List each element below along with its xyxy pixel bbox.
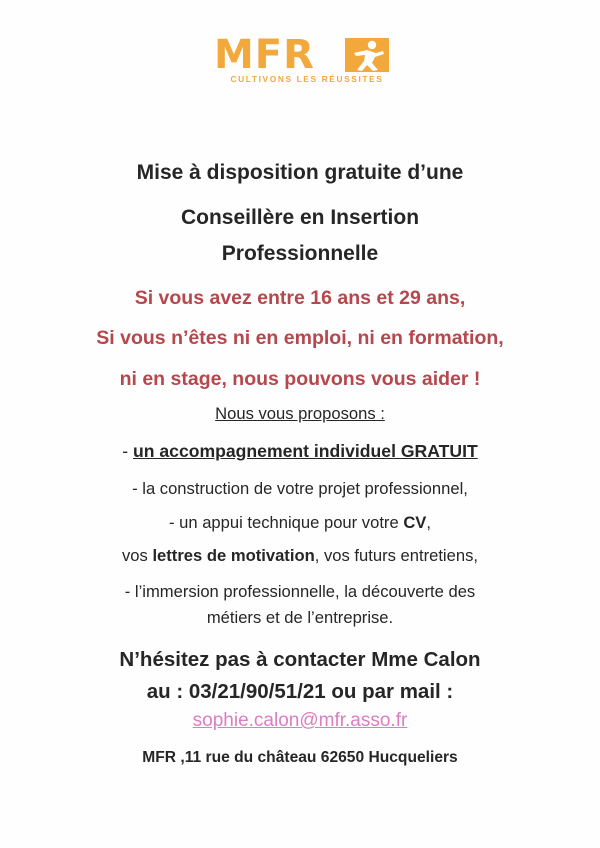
title-line-1: Mise à disposition gratuite d’une xyxy=(136,161,464,184)
offer-item-letters xyxy=(0,546,600,566)
title-line-2: Conseillère en Insertion xyxy=(180,206,420,229)
condition-help: ni en stage, nous pouvons vous aider ! xyxy=(119,368,481,390)
condition-employment: Si vous n’êtes ni en emploi, ni en formation, xyxy=(96,327,504,349)
offer-heading xyxy=(0,404,600,424)
offer-item-technical-suffix: , xyxy=(426,513,431,532)
logo-tagline: CULTIVONS LES RÉUSSITES xyxy=(230,74,384,84)
offer-item-immersion: - l’immersion professionnelle, la découverte des xyxy=(124,582,476,601)
email-link[interactable]: sophie.calon@mfr.asso.fr xyxy=(192,710,408,731)
contact-line-1: N’hésitez pas à contacter Mme Calon xyxy=(119,648,481,671)
offer-item-accompaniment xyxy=(0,441,600,462)
mfr-logo xyxy=(196,32,418,84)
offer-item-technical-support xyxy=(0,513,600,533)
logo-wordmark: MFR xyxy=(214,32,315,78)
offer-item-accompaniment-text: un accompagnement individuel GRATUIT xyxy=(133,441,478,461)
address-line: MFR ,11 rue du château 62650 Hucqueliers xyxy=(142,749,458,766)
offer-item-companies: métiers et de l’entreprise. xyxy=(206,608,394,627)
contact-phone-line: au : 03/21/90/51/21 ou par mail : xyxy=(146,680,454,703)
offer-item-dash: - xyxy=(122,441,133,461)
offer-heading-text: Nous vous proposons : xyxy=(215,404,385,423)
offer-item-technical-text: - un appui technique pour votre xyxy=(168,513,404,532)
running-person-icon xyxy=(345,38,389,72)
offer-item-cv: CV xyxy=(403,513,427,532)
offer-item-letters-prefix: vos xyxy=(122,546,153,565)
offer-item-letters-bold: lettres de motivation xyxy=(152,546,315,565)
offer-item-letters-suffix: , vos futurs entretiens, xyxy=(314,546,478,565)
condition-age: Si vous avez entre 16 ans et 29 ans, xyxy=(134,287,466,309)
contact-email-row xyxy=(0,710,600,732)
offer-item-project: - la construction de votre projet professionnel, xyxy=(132,479,468,498)
title-line-3: Professionnelle xyxy=(221,242,379,265)
